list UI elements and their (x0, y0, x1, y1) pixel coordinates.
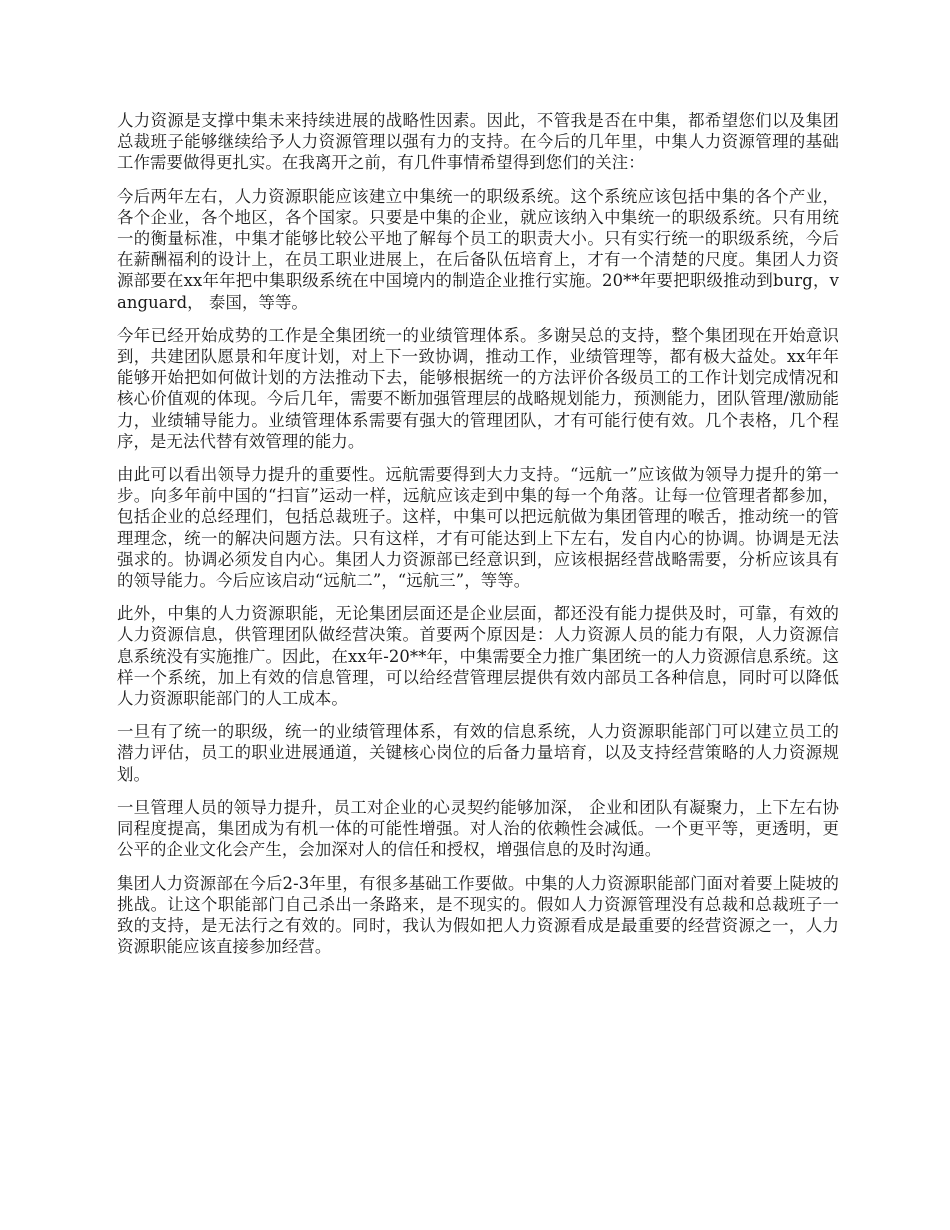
document-body (117, 110, 839, 969)
paragraph-2: 今后两年左右，人力资源职能应该建立中集统一的职级系统。这个系统应该包括中集的各个产业，各个企业，各个地区，各个国家。只要是中集的企业，就应该纳入中集统一的职级系统。只有用统一的衡量标准，中集才能够比较公平地了解每个员工的职责大小。只有实行统一的职级系统，今后在薪酬福利的设计上，在员工职业进展上，在后备队伍培育上，才有一个清楚的尺度。集团人力资源部要在xx年年把中集职级系统在中国境内的制造企业推行实施。20**年要把职级推动到burg，vanguard， 泰国，等等。 (117, 186, 839, 312)
paragraph-6: 一旦有了统一的职级，统一的业绩管理体系，有效的信息系统，人力资源职能部门可以建立员工的潜力评估，员工的职业进展通道，关键核心岗位的后备力量培育，以及支持经营策略的人力资源规划。 (117, 722, 839, 784)
paragraph-5: 此外，中集的人力资源职能，无论集团层面还是企业层面，都还没有能力提供及时，可靠，有效的人力资源信息，供管理团队做经营决策。首要两个原因是：人力资源人员的能力有限，人力资源信息系统没有实施推广。因此，在xx年-20**年，中集需要全力推广集团统一的人力资源信息系统。这样一个系统，加上有效的信息管理，可以给经营管理层提供有效内部员工各种信息，同时可以降低人力资源职能部门的人工成本。 (117, 604, 839, 709)
paragraph-1: 人力资源是支撑中集未来持续进展的战略性因素。因此，不管我是否在中集，都希望您们以及集团总裁班子能够继续给予人力资源管理以强有力的支持。在今后的几年里，中集人力资源管理的基础工作需要做得更扎实。在我离开之前，有几件事情希望得到您们的关注： (117, 111, 839, 173)
paragraph-8: 集团人力资源部在今后2-3年里，有很多基础工作要做。中集的人力资源职能部门面对着要上陡坡的挑战。让这个职能部门自己杀出一条路来，是不现实的。假如人力资源管理没有总裁和总裁班子一致的支持，是无法行之有效的。同时，我认为假如把人力资源看成是最重要的经营资源之一，人力资源职能应该直接参加经营。 (117, 873, 839, 957)
paragraph-7: 一旦管理人员的领导力提升，员工对企业的心灵契约能够加深， 企业和团队有凝聚力，上下左右协同程度提高，集团成为有机一体的可能性增强。对人治的依赖性会减低。一个更平等，更透明，更公平的企业文化会产生，会加深对人的信任和授权，增强信息的及时沟通。 (117, 797, 839, 860)
paragraph-4: 由此可以看出领导力提升的重要性。远航需要得到大力支持。“远航一”应该做为领导力提升的第一步。向多年前中国的“扫盲”运动一样，远航应该走到中集的每一个角落。让每一位管理者都参加，包括企业的总经理们，包括总裁班子。这样，中集可以把远航做为集团管理的喉舌，推动统一的管理理念，统一的解决问题方法。只有这样，才有可能达到上下左右，发自内心的协调。协调是无法强求的。协调必须发自内心。集团人力资源部已经意识到，应该根据经营战略需要，分析应该具有的领导能力。今后应该启动“远航二”，“远航三”，等等。 (117, 465, 839, 591)
paragraph-3: 今年已经开始成势的工作是全集团统一的业绩管理体系。多谢吴总的支持，整个集团现在开始意识到，共建团队愿景和年度计划，对上下一致协调，推动工作，业绩管理等，都有极大益处。xx年年能够开始把如何做计划的方法推动下去，能够根据统一的方法评价各级员工的工作计划完成情况和核心价值观的体现。今后几年，需要不断加强管理层的战略规划能力，预测能力，团队管理/激励能力，业绩辅导能力。业绩管理体系需要有强大的管理团队，才有可能行使有效。几个表格，几个程序，是无法代替有效管理的能力。 (117, 325, 839, 451)
